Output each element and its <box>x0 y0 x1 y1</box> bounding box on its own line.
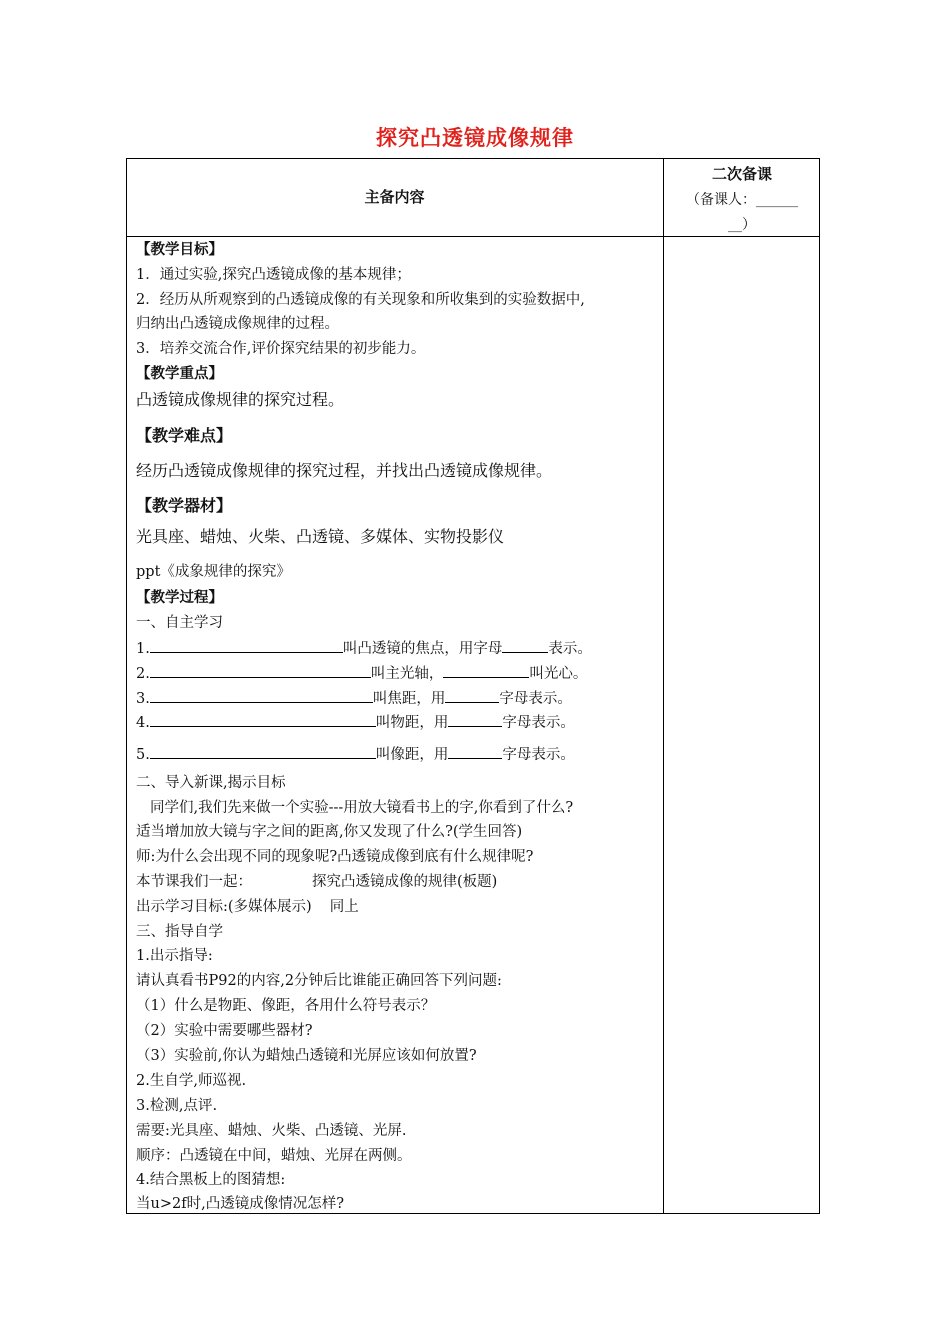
document-title: 探究凸透镜成像规律 <box>376 126 574 150</box>
guide-step: 3.检测,点评. <box>136 1098 218 1114</box>
header-divider <box>126 236 820 237</box>
intro-topic-line <box>136 872 497 892</box>
header-preparer-end: __） <box>728 217 756 233</box>
guide-title: 三、指导自学 <box>136 924 223 940</box>
intro-topic-title: 探究凸透镜成像的规律(板题) <box>312 874 498 890</box>
intro-title: 二、导入新课,揭示目标 <box>136 775 286 791</box>
intro-paragraph: 适当增加放大镜与字之间的距离,你又发现了什么?(学生回答) <box>136 824 523 840</box>
key-point-heading: 【教学重点】 <box>136 366 223 382</box>
answer-blank[interactable] <box>445 688 499 703</box>
answer-blank[interactable] <box>448 744 502 759</box>
fill-question-text: 叫主光轴， <box>370 666 444 682</box>
equipment-heading: 【教学器材】 <box>136 496 233 515</box>
intro-topic-lead: 本节课我们一起： <box>136 874 252 890</box>
intro-goals-line <box>136 897 359 917</box>
fill-question-number: 4. <box>136 715 150 731</box>
fill-question-3 <box>136 688 572 709</box>
answer-blank[interactable] <box>150 688 373 703</box>
difficulty-text: 经历凸透镜成像规律的探究过程，并找出凸透镜成像规律。 <box>136 461 553 480</box>
fill-question-text: 叫凸透镜的焦点，用字母 <box>342 641 503 657</box>
guide-step: 2.生自学,师巡视. <box>136 1073 247 1089</box>
objective-item: 3．培养交流合作,评价探究结果的初步能力。 <box>136 341 426 357</box>
answer-blank[interactable] <box>150 663 371 678</box>
fill-question-text: 字母表示。 <box>502 747 575 763</box>
header-main-content: 主备内容 <box>364 188 425 206</box>
answer-blank[interactable] <box>150 744 376 759</box>
answer-blank[interactable] <box>443 663 529 678</box>
column-divider <box>663 158 664 1214</box>
objective-item: 2．经历从所观察到的凸透镜成像的有关现象和所收集到的实验数据中, <box>136 292 585 308</box>
key-point-text: 凸透镜成像规律的探究过程。 <box>136 390 345 409</box>
fill-question-number: 5. <box>136 747 150 763</box>
objectives-heading: 【教学目标】 <box>136 242 223 258</box>
answer-blank[interactable] <box>448 712 502 727</box>
fill-question-number: 2. <box>136 666 150 682</box>
intro-goals-note: 同上 <box>329 899 359 915</box>
intro-paragraph: 师:为什么会出现不同的现象呢?凸透镜成像到底有什么规律呢? <box>136 849 534 865</box>
fill-question-text: 叫物距，用 <box>375 715 449 731</box>
self-study-title: 一、自主学习 <box>136 615 223 631</box>
intro-goals-lead: 出示学习目标:(多媒体展示) <box>136 899 312 915</box>
fill-question-number: 3. <box>136 691 150 707</box>
fill-question-text: 叫像距，用 <box>375 747 449 763</box>
fill-question-text: 字母表示。 <box>502 715 575 731</box>
guide-need: 需要:光具座、蜡烛、火柴、凸透镜、光屏. <box>136 1123 407 1139</box>
objective-item: 1．通过实验,探究凸透镜成像的基本规律； <box>136 267 411 283</box>
guide-order: 顺序：凸透镜在中间，蜡烛、光屏在两侧。 <box>136 1148 412 1164</box>
fill-question-2 <box>136 663 587 684</box>
objective-item: 归纳出凸透镜成像规律的过程。 <box>136 316 339 332</box>
guide-question: （3）实验前,你认为蜡烛凸透镜和光屏应该如何放置? <box>136 1048 477 1064</box>
fill-question-number: 1. <box>136 641 150 657</box>
fill-question-4 <box>136 712 575 733</box>
difficulty-heading: 【教学难点】 <box>136 426 233 445</box>
fill-question-text: 叫焦距，用 <box>372 691 446 707</box>
fill-question-1 <box>136 638 592 659</box>
fill-question-text: 表示。 <box>548 641 592 657</box>
fill-question-text: 叫光心。 <box>529 666 588 682</box>
process-heading: 【教学过程】 <box>136 590 223 606</box>
guide-step-text: 请认真看书P92的内容,2分钟后比谁能正确回答下列问题: <box>136 973 502 989</box>
intro-paragraph: 同学们,我们先来做一个实验---用放大镜看书上的字,你看到了什么? <box>150 800 574 816</box>
guide-question: （1）什么是物距、像距，各用什么符号表示？ <box>136 998 436 1014</box>
fill-question-text: 字母表示。 <box>499 691 572 707</box>
guide-step: 1.出示指导: <box>136 948 213 964</box>
answer-blank[interactable] <box>150 712 376 727</box>
equipment-text: 光具座、蜡烛、火柴、凸透镜、多媒体、实物投影仪 <box>136 527 505 546</box>
answer-blank[interactable] <box>502 638 548 653</box>
header-preparer: （备课人：______ <box>686 192 798 208</box>
equipment-ppt: ppt《成象规律的探究》 <box>136 564 291 580</box>
header-secondary-prep: 二次备课 <box>711 165 772 183</box>
fill-question-5 <box>136 744 575 765</box>
guide-question: （2）实验中需要哪些器材? <box>136 1023 313 1039</box>
answer-blank[interactable] <box>150 638 343 653</box>
guide-question: 当u>2f时,凸透镜成像情况怎样? <box>136 1196 344 1212</box>
guide-step: 4.结合黑板上的图猜想: <box>136 1172 286 1188</box>
